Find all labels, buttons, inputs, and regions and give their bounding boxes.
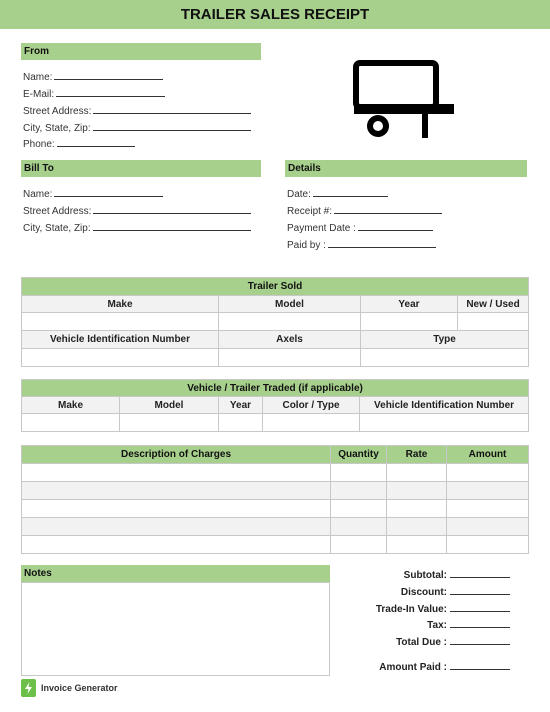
model-cell[interactable] (219, 313, 361, 331)
col-amount: Amount (447, 446, 529, 464)
table-row (22, 464, 529, 482)
traded-vin-cell[interactable] (360, 414, 529, 432)
bill-to-heading: Bill To (21, 160, 261, 177)
col-type: Type (361, 331, 529, 349)
details-receipt-field[interactable]: Receipt #: (287, 204, 442, 218)
col-rate: Rate (387, 446, 447, 464)
from-street-field[interactable]: Street Address: (23, 104, 251, 118)
details-paid-by-field[interactable]: Paid by : (287, 238, 436, 252)
notes-box[interactable] (21, 582, 330, 676)
details-date-field[interactable]: Date: (287, 187, 388, 201)
details-heading: Details (285, 160, 527, 177)
col-make: Make (22, 296, 219, 313)
bill-city-field[interactable]: City, State, Zip: (23, 221, 251, 235)
discount-field[interactable]: Discount: (401, 585, 510, 599)
col-model: Model (219, 296, 361, 313)
bolt-logo-icon (21, 679, 36, 697)
tax-field[interactable]: Tax: (427, 618, 510, 632)
traded-color-cell[interactable] (263, 414, 360, 432)
trailer-icon (350, 60, 458, 140)
trailer-sold-heading: Trailer Sold (22, 278, 529, 296)
traded-table (21, 379, 529, 432)
col-new-used: New / Used (458, 296, 529, 313)
charges-table (21, 445, 529, 554)
table-row (22, 536, 529, 554)
col-description: Description of Charges (22, 446, 331, 464)
col-quantity: Quantity (331, 446, 387, 464)
from-name-field[interactable]: Name: (23, 70, 163, 84)
traded-col-make: Make (22, 397, 120, 414)
bill-name-field[interactable]: Name: (23, 187, 163, 201)
traded-model-cell[interactable] (120, 414, 219, 432)
table-row (22, 482, 529, 500)
axels-cell[interactable] (219, 349, 361, 367)
table-row (22, 500, 529, 518)
traded-col-vin: Vehicle Identification Number (360, 397, 529, 414)
amount-paid-field[interactable]: Amount Paid : (379, 660, 510, 674)
make-cell[interactable] (22, 313, 219, 331)
year-cell[interactable] (361, 313, 458, 331)
table-row (22, 518, 529, 536)
col-vin: Vehicle Identification Number (22, 331, 219, 349)
bill-street-field[interactable]: Street Address: (23, 204, 251, 218)
details-payment-date-field[interactable]: Payment Date : (287, 221, 433, 235)
traded-year-cell[interactable] (219, 414, 263, 432)
col-axels: Axels (219, 331, 361, 349)
from-phone-field[interactable]: Phone: (23, 137, 135, 151)
trade-in-field[interactable]: Trade-In Value: (376, 602, 510, 616)
col-year: Year (361, 296, 458, 313)
new-used-cell[interactable] (458, 313, 529, 331)
from-city-field[interactable]: City, State, Zip: (23, 121, 251, 135)
traded-col-color-type: Color / Type (263, 397, 360, 414)
trailer-sold-table (21, 277, 529, 367)
from-email-field[interactable]: E-Mail: (23, 87, 165, 101)
subtotal-field[interactable]: Subtotal: (404, 568, 510, 582)
from-heading: From (21, 43, 261, 60)
traded-col-year: Year (219, 397, 263, 414)
type-cell[interactable] (361, 349, 529, 367)
traded-col-model: Model (120, 397, 219, 414)
brand-name: Invoice Generator (41, 683, 118, 693)
notes-heading: Notes (21, 565, 330, 583)
vin-cell[interactable] (22, 349, 219, 367)
traded-heading: Vehicle / Trailer Traded (if applicable) (22, 380, 529, 397)
traded-make-cell[interactable] (22, 414, 120, 432)
total-due-field[interactable]: Total Due : (396, 635, 510, 649)
page-title: TRAILER SALES RECEIPT (180, 6, 370, 23)
